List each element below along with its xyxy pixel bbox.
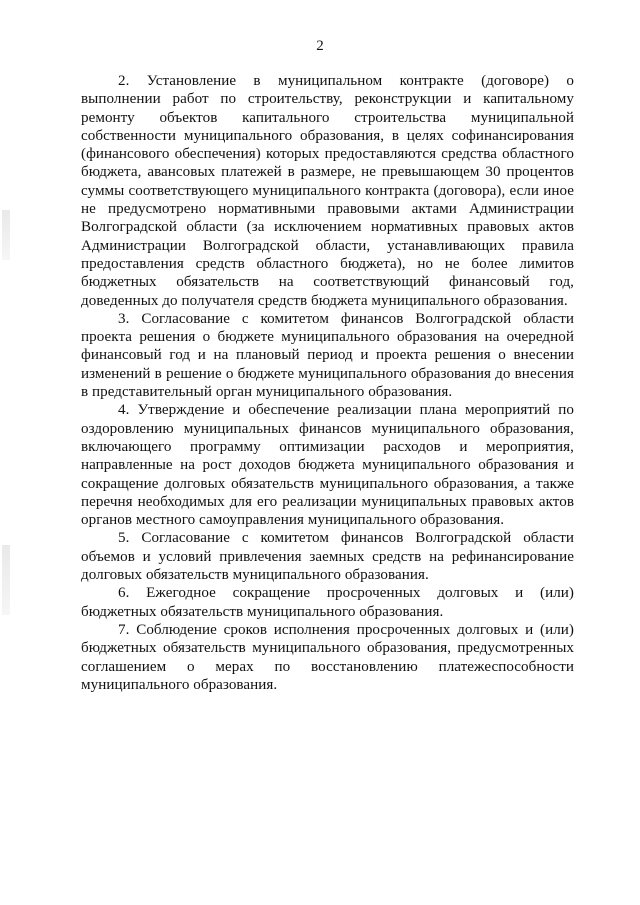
page-number: 2 [316, 38, 324, 54]
paragraph-item-2: 2. Установление в муниципальном контракте (договоре) о выполнении работ по строительству, реконструкции и капитальному ремонту объектов капитального строительства муниципальной собственности муниципального образования, в целях софинансирования (финансового обеспечения) которых предоставляются средства областного бюджета, авансовых платежей в размере, не превышающем 30 процентов суммы соответствующего муниципального контракта (договора), если иное не предусмотрено нормативными правовыми актами Администрации Волгоградской области (за исключением нормативных правовых актов Администрации Волгоградской области, устанавливающих правила предоставления средств областного бюджета), но не более лимитов бюджетных обязательств на соответствующий финансовый год, доведенных до получателя средств бюджета муниципального образования. [81, 73, 574, 309]
paragraph-item-5: 5. Согласование с комитетом финансов Волгоградской области объемов и условий привлечения заемных средств на рефинансирование долговых обязательств муниципального образования. [81, 530, 574, 584]
paragraph-item-4: 4. Утверждение и обеспечение реализации плана мероприятий по оздоровлению муниципальных финансов муниципального образования, включающего программу оптимизации расходов и мероприятия, направленные на рост доходов бюджета муниципального образования и сокращение долговых обязательств муниципального образования, а также перечня необходимых для его реализации муниципальных правовых актов органов местного самоуправления муниципального образования. [81, 402, 574, 529]
paragraph-item-3: 3. Согласование с комитетом финансов Волгоградской области проекта решения о бюджете муниципального образования на очередной финансовый год и на плановый период и проекта решения о внесении изменений в решение о бюджете муниципального образования до внесения в представительный орган муниципального образования. [81, 310, 574, 401]
paragraph-item-6: 6. Ежегодное сокращение просроченных долговых и (или) бюджетных обязательств муниципального образования. [81, 585, 574, 620]
scan-edge-mark [2, 545, 10, 615]
paragraph-item-7: 7. Соблюдение сроков исполнения просроченных долговых и (или) бюджетных обязательств муниципального образования, предусмотренных соглашением о мерах по восстановлению платежеспособности муниципального образования. [81, 621, 574, 693]
document-body [81, 72, 574, 694]
scan-edge-mark [2, 210, 10, 260]
